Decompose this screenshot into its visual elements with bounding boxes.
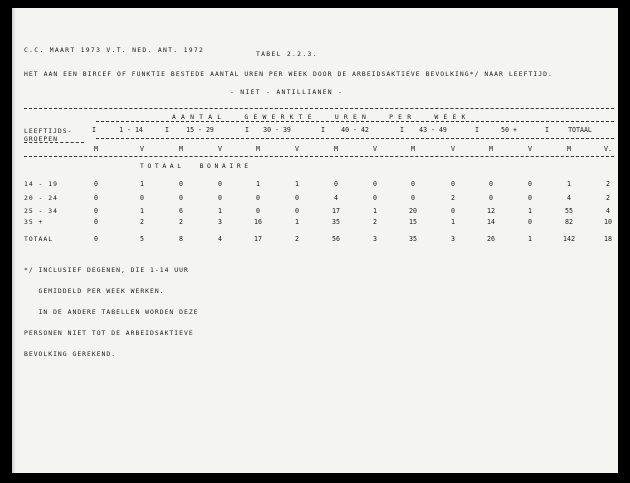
table-cell: 0	[140, 194, 144, 202]
table-cell: 4	[567, 194, 571, 202]
table-cell: 2	[140, 218, 144, 226]
table-cell: 0	[256, 194, 260, 202]
table-cell: 1	[451, 218, 455, 226]
table-cell: 4	[606, 207, 610, 215]
column-separator: I	[400, 126, 406, 134]
table-cell: 0	[94, 207, 98, 215]
column-separator: I	[92, 126, 98, 134]
table-cell: 12	[487, 207, 495, 215]
table-cell: 2	[606, 194, 610, 202]
table-cell: 0	[256, 207, 260, 215]
column-group-header: 30 - 39	[263, 126, 291, 134]
table-cell: 82	[565, 218, 573, 226]
table-title: HET AAN EEN BIRCEF OF FUNKTIE BESTEDE AANTAL UREN PER WEEK DOOR DE ARBEIDSAKTIEVE BEVOLKING*/ NAAR LEEFTIJD.	[24, 70, 553, 78]
table-cell: 1	[373, 207, 377, 215]
sub-column-header: V	[295, 145, 299, 153]
table-cell: 1	[528, 235, 532, 243]
table-cell: 0	[179, 180, 183, 188]
table-cell: 55	[565, 207, 573, 215]
sub-column-header: M	[256, 145, 260, 153]
sub-column-header: M	[411, 145, 415, 153]
sub-column-header: M	[94, 145, 98, 153]
column-group-header: 15 - 29	[186, 126, 214, 134]
table-cell: 0	[295, 194, 299, 202]
table-cell: 2	[451, 194, 455, 202]
table-cell: 1	[295, 180, 299, 188]
table-cell: 0	[218, 180, 222, 188]
source-line: C.C. MAART 1973 V.T. NED. ANT. 1972	[24, 46, 205, 54]
row-label: 25 - 34	[24, 207, 58, 215]
table-cell: 2	[179, 218, 183, 226]
column-group-header: TOTAAL	[568, 126, 592, 134]
table-cell: 0	[295, 207, 299, 215]
table-cell: 142	[563, 235, 575, 243]
table-cell: 5	[140, 235, 144, 243]
table-cell: 17	[332, 207, 340, 215]
table-cell: 0	[451, 207, 455, 215]
row-label: 35 +	[24, 218, 44, 226]
table-cell: 2	[373, 218, 377, 226]
sub-column-header: V	[140, 145, 144, 153]
footnote-line: PERSONEN NIET TOT DE ARBEIDSAKTIEVE	[24, 329, 194, 337]
row-header-1: LEEFTIJDS-	[24, 127, 73, 135]
table-subtitle: - NIET - ANTILLIANEN -	[230, 88, 344, 96]
table-cell: 0	[528, 218, 532, 226]
table-cell: 0	[94, 180, 98, 188]
table-cell: 0	[218, 194, 222, 202]
section-label: TOTAAL BONAIRE	[140, 162, 252, 170]
sub-column-header: V	[218, 145, 222, 153]
table-cell: 1	[256, 180, 260, 188]
table-cell: 16	[254, 218, 262, 226]
table-cell: 0	[528, 194, 532, 202]
table-cell: 3	[218, 218, 222, 226]
table-cell: 1	[528, 207, 532, 215]
table-cell: 1	[140, 207, 144, 215]
table-cell: 4	[334, 194, 338, 202]
table-cell: 4	[218, 235, 222, 243]
table-cell: 1	[295, 218, 299, 226]
sub-column-header: M	[567, 145, 571, 153]
row-label: 14 - 19	[24, 180, 58, 188]
table-cell: 0	[373, 194, 377, 202]
table-cell: 0	[451, 180, 455, 188]
group-header: AANTAL GEWERKTE UREN PER WEEK	[172, 113, 471, 121]
table-cell: 8	[179, 235, 183, 243]
sub-column-header: M	[334, 145, 338, 153]
table-cell: 0	[489, 180, 493, 188]
table-number: TABEL 2.2.3.	[256, 50, 318, 58]
rule-top	[24, 108, 614, 109]
table-cell: 35	[409, 235, 417, 243]
rule-group	[96, 121, 614, 122]
row-header-2: GROEPEN	[24, 135, 58, 143]
table-cell: 1	[140, 180, 144, 188]
table-cell: 1	[218, 207, 222, 215]
column-group-header: 1 - 14	[119, 126, 143, 134]
table-cell: 20	[409, 207, 417, 215]
footnote-line: IN DE ANDERE TABELLEN WORDEN DEZE	[24, 308, 199, 316]
table-cell: 14	[487, 218, 495, 226]
table-cell: 35	[332, 218, 340, 226]
table-cell: 3	[451, 235, 455, 243]
rule-rowheader	[24, 142, 84, 143]
table-cell: 26	[487, 235, 495, 243]
table-cell: 2	[295, 235, 299, 243]
column-separator: I	[245, 126, 251, 134]
sub-column-header: V.	[604, 145, 612, 153]
footnote-line: BEVOLKING GEREKEND.	[24, 350, 117, 358]
footnote-line: GEMIDDELD PER WEEK WERKEN.	[24, 287, 165, 295]
column-separator: I	[165, 126, 171, 134]
sub-column-header: V	[373, 145, 377, 153]
column-separator: I	[321, 126, 327, 134]
table-cell: 0	[528, 180, 532, 188]
column-separator: I	[545, 126, 551, 134]
table-cell: 0	[94, 194, 98, 202]
table-cell: 6	[179, 207, 183, 215]
footnote-line: */ INCLUSIEF DEGENEN, DIE 1-14 UUR	[24, 266, 189, 274]
table-cell: 0	[489, 194, 493, 202]
table-cell: 0	[411, 194, 415, 202]
table-cell: 10	[604, 218, 612, 226]
table-cell: 0	[94, 218, 98, 226]
table-cell: 0	[373, 180, 377, 188]
page-edge	[12, 8, 16, 473]
table-cell: 0	[411, 180, 415, 188]
row-label: TOTAAL	[24, 235, 54, 243]
column-group-header: 40 - 42	[341, 126, 369, 134]
table-cell: 17	[254, 235, 262, 243]
rule-subcols	[24, 156, 614, 157]
table-cell: 1	[567, 180, 571, 188]
rule-colgroups	[96, 138, 614, 139]
table-cell: 2	[606, 180, 610, 188]
table-cell: 0	[334, 180, 338, 188]
column-group-header: 50 +	[501, 126, 517, 134]
column-separator: I	[475, 126, 481, 134]
table-cell: 0	[179, 194, 183, 202]
table-cell: 15	[409, 218, 417, 226]
row-label: 20 - 24	[24, 194, 58, 202]
table-cell: 0	[94, 235, 98, 243]
column-group-header: 43 - 49	[419, 126, 447, 134]
table-cell: 56	[332, 235, 340, 243]
sub-column-header: M	[489, 145, 493, 153]
sub-column-header: V	[528, 145, 532, 153]
table-cell: 18	[604, 235, 612, 243]
sub-column-header: V	[451, 145, 455, 153]
sub-column-header: M	[179, 145, 183, 153]
footnote	[24, 253, 199, 365]
table-cell: 3	[373, 235, 377, 243]
